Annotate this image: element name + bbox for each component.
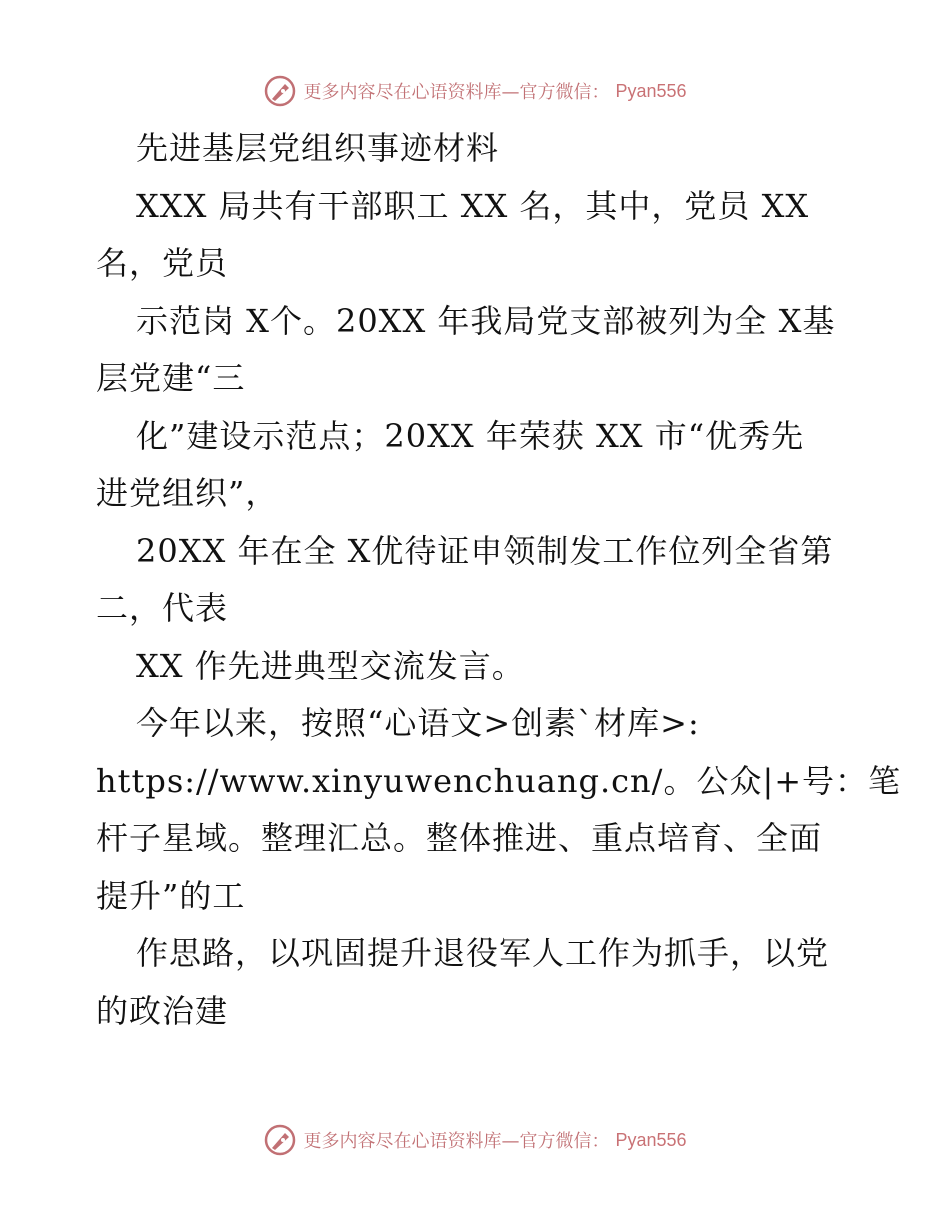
pen-nib-logo-icon <box>263 1123 297 1157</box>
paragraph-line: 提升”的工 <box>96 876 246 915</box>
watermark-wechat-id: Pyan556 <box>615 1129 687 1150</box>
footer-watermark <box>0 1120 950 1160</box>
paragraph-line: 层党建“三 <box>96 359 246 397</box>
paragraph-line: XXX 局共有干部职工 XX 名，其中，党员 XX <box>136 186 810 225</box>
watermark-wechat-id: Pyan556 <box>615 80 687 101</box>
paragraph-line: 20XX 年在全 X优待证申领制发工作位列全省第 <box>136 531 834 570</box>
header-watermark <box>0 71 950 111</box>
paragraph-line: 化”建设示范点；20XX 年荣获 XX 市“优秀先 <box>136 416 805 455</box>
pen-nib-logo-icon <box>263 74 297 108</box>
paragraph-line: 名，党员 <box>96 244 229 282</box>
paragraph-line: 进党组织”， <box>96 474 279 512</box>
watermark-text: 更多内容尽在心语资料库—官方微信： <box>303 1131 610 1152</box>
paragraph-line: https://www.xinyuwenchuang.cn/。公众|+号：笔 <box>96 761 902 800</box>
paragraph-line: 示范岗 X个。20XX 年我局党支部被列为全 X基 <box>136 301 836 340</box>
paragraph-line: 今年以来，按照“心语文>创素`材库>: <box>136 704 700 742</box>
paragraph-line: 杆子星域。整理汇总。整体推进、重点培育、全面 <box>96 819 823 857</box>
document-title: 先进基层党组织事迹材料 <box>136 129 500 167</box>
watermark-text: 更多内容尽在心语资料库—官方微信： <box>303 82 610 103</box>
paragraph-line: XX 作先进典型交流发言。 <box>136 646 525 685</box>
paragraph-line: 作思路，以巩固提升退役军人工作为抓手，以党 <box>136 934 830 972</box>
paragraph-line: 二，代表 <box>96 589 229 627</box>
document-body <box>96 120 902 1040</box>
paragraph-line: 的政治建 <box>96 991 229 1030</box>
